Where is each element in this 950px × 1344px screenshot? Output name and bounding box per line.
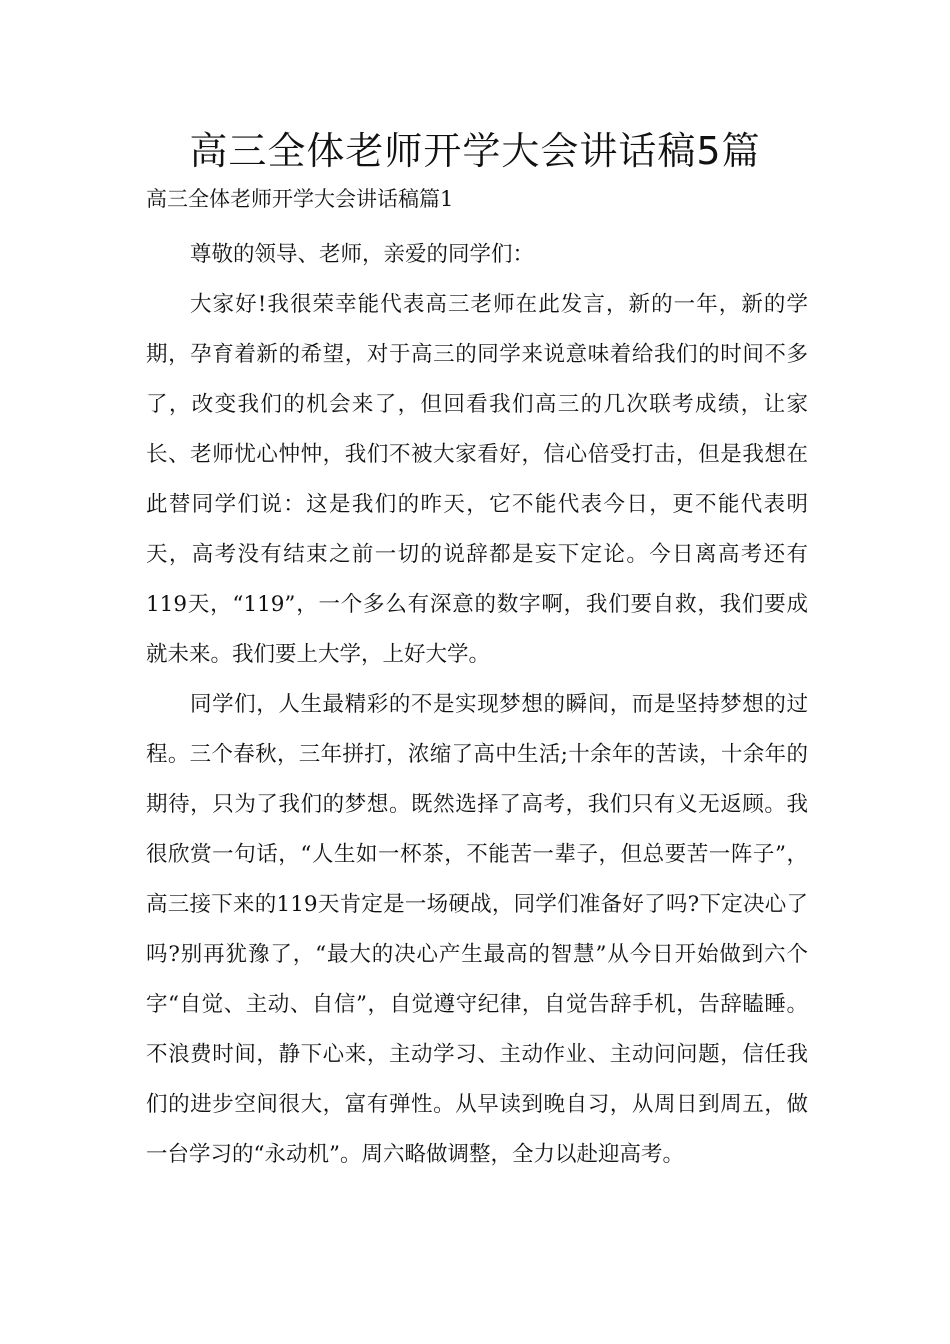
body-paragraph-2: 同学们，人生最精彩的不是实现梦想的瞬间，而是坚持梦想的过程。三个春秋，三年拼打，浓缩了高中生活;十余年的苦读，十余年的期待，只为了我们的梦想。既然选择了高考，我们只有义无返顾。我很欣赏一句话，“人生如一杯茶，不能苦一辈子，但总要苦一阵子”，高三接下来的119天肯定是一场硬战，同学们准备好了吗?下定决心了吗?别再犹豫了，“最大的决心产生最高的智慧”从今日开始做到六个字“自觉、主动、自信”，自觉遵守纪律，自觉告辞手机，告辞瞌睡。不浪费时间，静下心来，主动学习、主动作业、主动问问题，信任我们的进步空间很大，富有弹性。从早读到晚自习，从周日到周五，做一台学习的“永动机”。周六略做调整，全力以赴迎高考。 — [146, 692, 808, 1167]
document-title: 高三全体老师开学大会讲话稿5篇 — [189, 129, 761, 173]
document-body — [146, 230, 808, 1180]
section-heading: 高三全体老师开学大会讲话稿篇1 — [146, 187, 454, 211]
body-paragraph-1: 大家好!我很荣幸能代表高三老师在此发言，新的一年，新的学期，孕育着新的希望，对于高三的同学来说意味着给我们的时间不多了，改变我们的机会来了，但回看我们高三的几次联考成绩，让家长、老师忧心忡忡，我们不被大家看好，信心倍受打击，但是我想在此替同学们说：这是我们的昨天，它不能代表今日，更不能代表明天，高考没有结束之前一切的说辞都是妄下定论。今日离高考还有119天，“119”，一个多么有深意的数字啊，我们要自救，我们要成就未来。我们要上大学，上好大学。 — [146, 292, 808, 667]
salutation-paragraph: 尊敬的领导、老师，亲爱的同学们： — [190, 242, 535, 267]
